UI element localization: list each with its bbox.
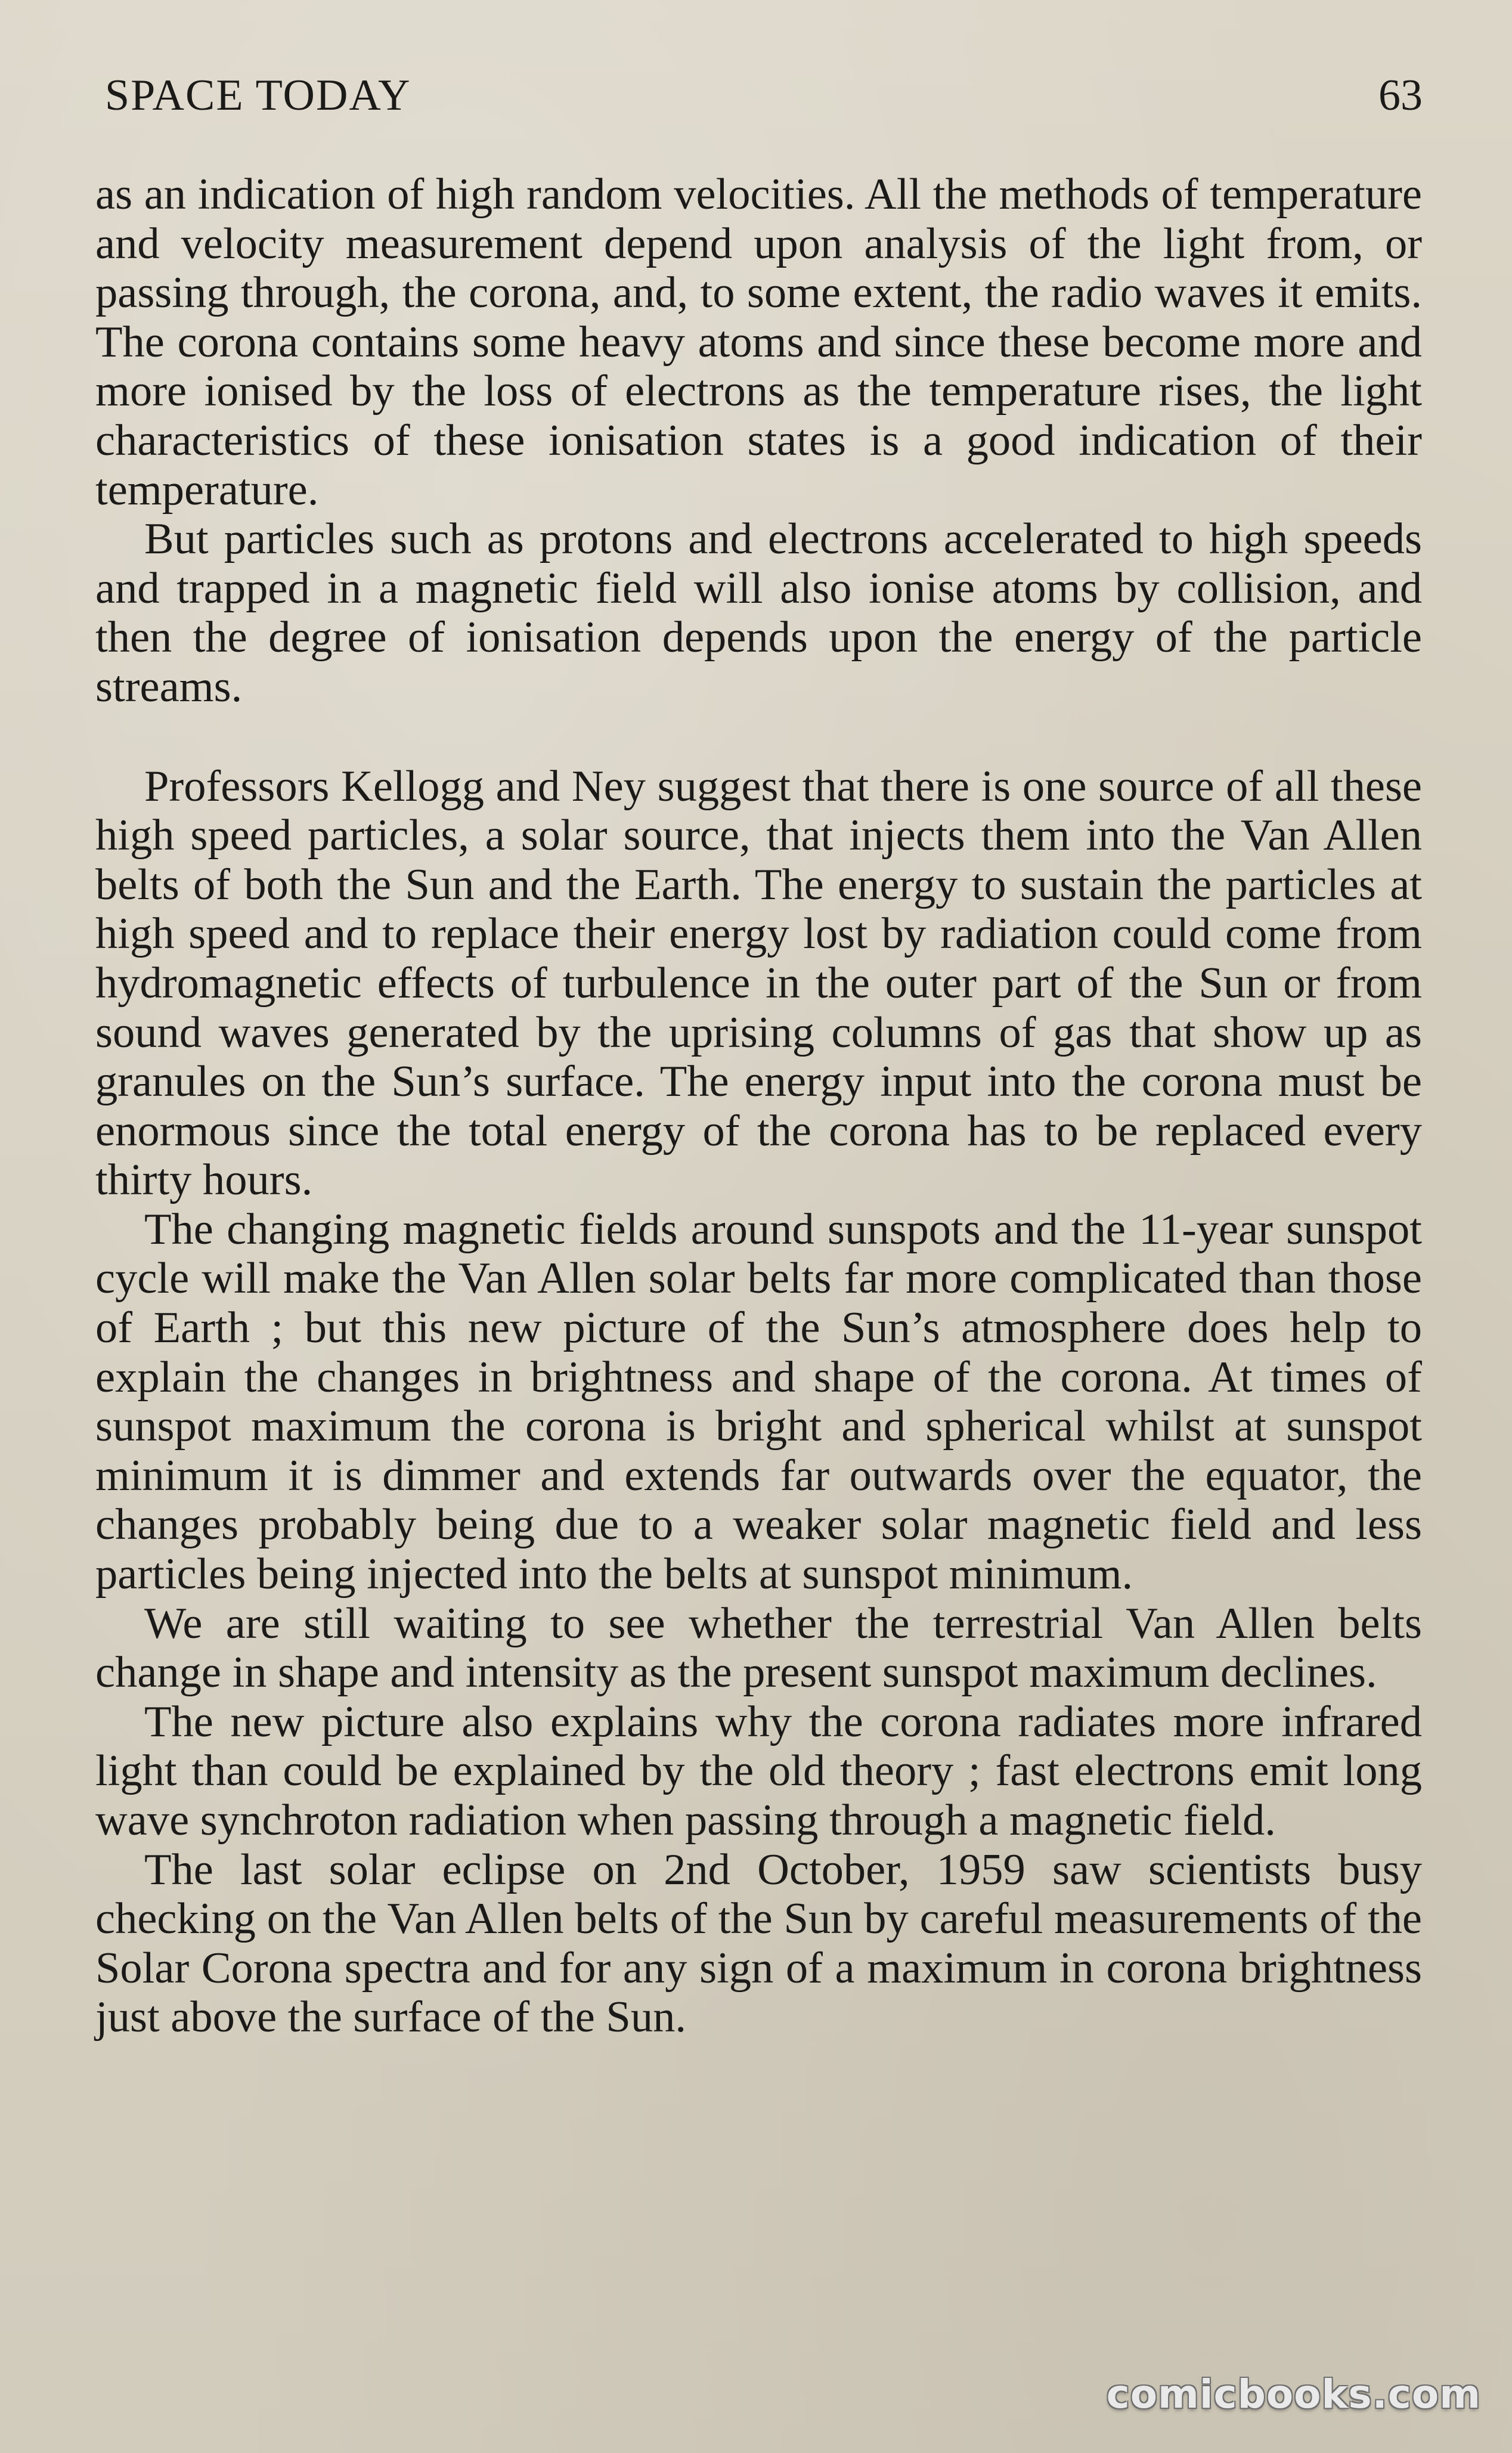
running-head: SPACE TODAY bbox=[105, 71, 411, 120]
site-watermark: comicbooks.com bbox=[1106, 2371, 1481, 2417]
paragraph-7: The last solar eclipse on 2nd October, 1959 saw scientists busy checking on the Van Allen belts of the Sun by careful measurements of the Solar Corona spectra and for any sign of a maximum in corona brightness just above the surface of the Sun. bbox=[95, 1845, 1422, 2042]
page-header bbox=[105, 70, 1423, 130]
body-text bbox=[95, 170, 1422, 2042]
paragraph-6: The new picture also explains why the corona radiates more infrared light than could be explained by the old theory ; fast electrons emit long wave synchroton radiation when passing through a magnetic field. bbox=[95, 1697, 1422, 1845]
paragraph-4: The changing magnetic fields around sunspots and the 11-year sunspot cycle will make the Van Allen solar belts far more complicated than those of Earth ; but this new picture of the Sun’s atmosphere does help to explain the changes in brightness and shape of the corona. At times of sunspot maximum the corona is bright and spherical whilst at sunspot minimum it is dimmer and extends far outwards over the equator, the changes probably being due to a weaker solar magnetic field and less particles being injected into the belts at sunspot minimum. bbox=[95, 1204, 1422, 1599]
page-number: 63 bbox=[1378, 71, 1423, 120]
paragraph-2: But particles such as protons and electrons accelerated to high speeds and trapped in a magnetic field will also ionise atoms by collision, and then the degree of ionisation depends upon the energy of the particle streams. bbox=[95, 515, 1422, 711]
paragraph-1: as an indication of high random velocities. All the methods of temperature and velocity measurement depend upon analysis of the light from, or passing through, the corona, and, to some extent, the radio waves it emits. The corona contains some heavy atoms and since these become more and more ionised by the loss of electrons as the temperature rises, the light characteristics of these ionisation states is a good indication of their temperature. bbox=[95, 170, 1422, 515]
paragraph-5: We are still waiting to see whether the terrestrial Van Allen belts change in shape and intensity as the present sunspot maximum declines. bbox=[95, 1599, 1422, 1698]
paragraph-3: Professors Kellogg and Ney suggest that there is one source of all these high speed particles, a solar source, that injects them into the Van Allen belts of both the Sun and the Earth. The energy to sustain the particles at high speed and to replace their energy lost by radiation could come from hydromagnetic effects of turbulence in the outer part of the Sun or from sound waves generated by the uprising columns of gas that show up as granules on the Sun’s surface. The energy input into the corona must be enormous since the total energy of the corona has to be replaced every thirty hours. bbox=[95, 761, 1422, 1205]
